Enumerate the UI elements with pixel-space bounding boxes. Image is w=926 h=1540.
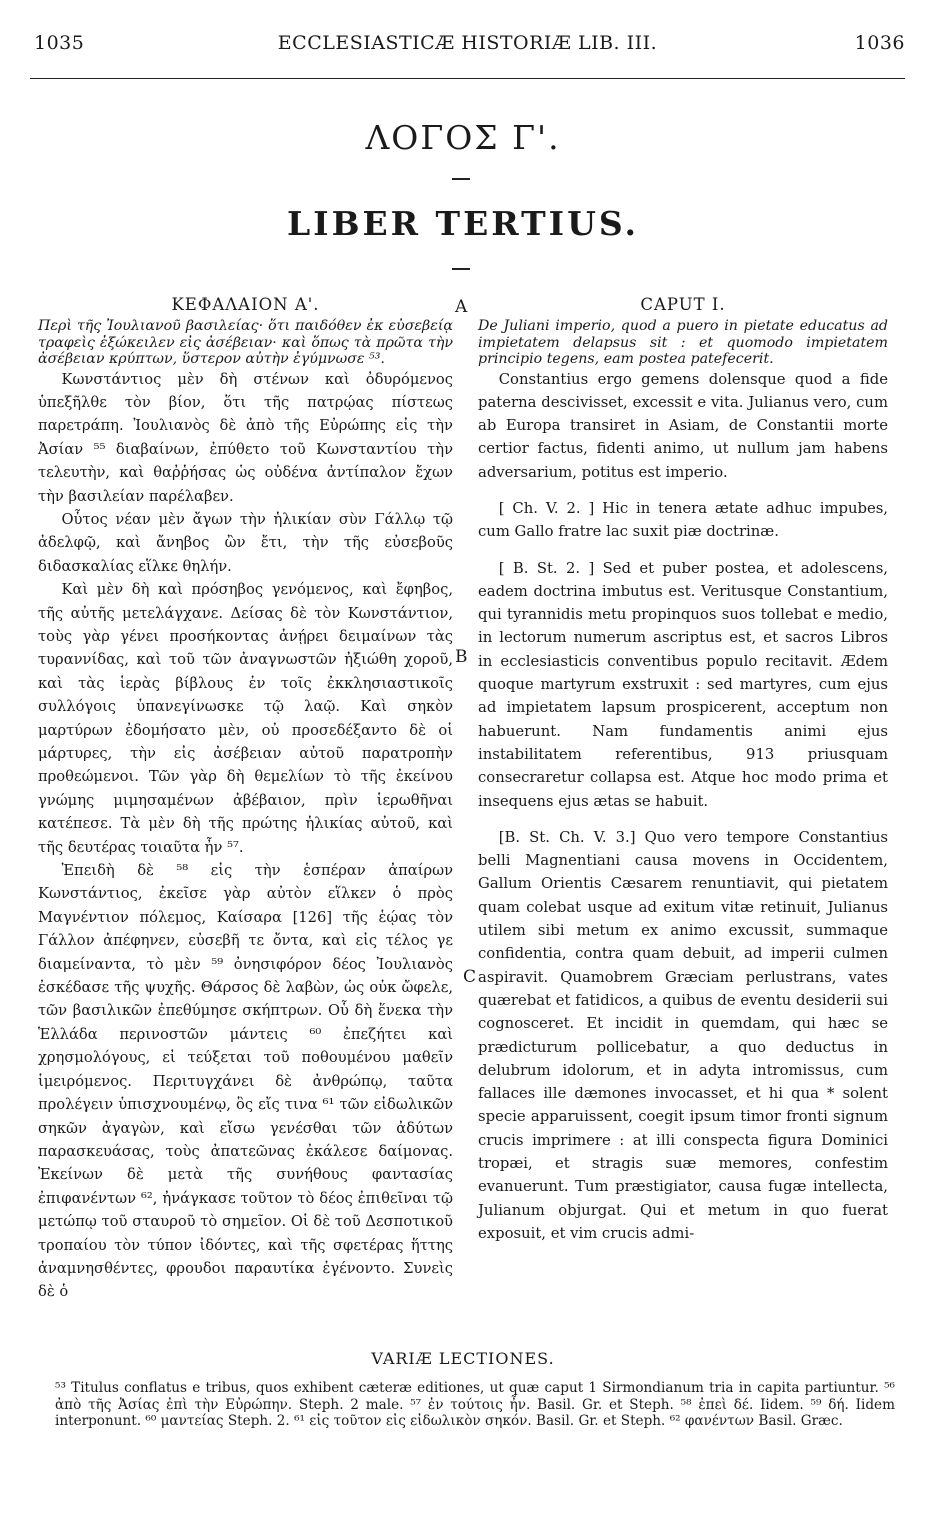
header-rule xyxy=(30,78,905,79)
book-title-latin: LIBER TERTIUS. xyxy=(286,204,640,243)
greek-paragraph: Ἐπειδὴ δὲ ⁵⁸ εἰς τὴν ἑσπέραν ἀπαίρων Κωνστάντιος, ἐκεῖσε γὰρ αὐτὸν εἵλκεν ὁ πρὸς Μαγνέντιον πόλεμος, Καίσαρα [126] τῆς ἑῴας τὸν Γάλλον ἀπέφηνεν, εὐσεβῆ τε ὄντα, καὶ εἰς τέλος γε διαμείναντα, τὸ μὲν ⁵⁹ ὀνησιφόρον δέος Ἰουλιανὸς ἐσκέδασε τῆς ψυχῆς. Θάρσος δὲ λαβὼν, ὡς οὐκ ὤφελε, τῶν βασιλικῶν ἐπεθύμησε σκήπτρων. Οὗ δὴ ἕνεκα τὴν Ἑλλάδα περινοστῶν μάντεις ⁶⁰ ἐπεζήτει καὶ χρησμολόγους, εἰ τεύξεται τοῦ ποθουμένου μαθεῖν ἱμειρόμενος. Περιτυγχάνει δὲ ἀνθρώπῳ, ταῦτα προλέγειν ὑπισχνουμένῳ, ὃς εἴς τινα ⁶¹ τῶν εἰδωλικῶν σηκῶν ἀγαγὼν, καὶ εἴσω γενέσθαι τῶν ἀδύτων παρασκευάσας, τοὺς ἀπατεῶνας ἐκάλεσε δαίμονας. Ἐκείνων δὲ μετὰ τῆς συνήθους φαντασίας ἐπιφανέντων ⁶², ἠνάγκασε τοῦτον τὸ δέος ἐπιθεῖναι τῷ μετώπῳ τοῦ σταυροῦ τὸ σημεῖον. Οἱ δὲ τοῦ Δεσποτικοῦ τροπαίου τὸν τύπον ἰδόντες, καὶ τῆς σφετέρας ἥττης ἀναμνησθέντες, φρουδοι παραυτίκα ἐγένοντο. Συνεὶς δὲ ὁ xyxy=(38,862,453,1301)
title-dash xyxy=(452,268,470,270)
chapter-heading-greek: ΚΕΦΑΛΑΙΟΝ Α'. xyxy=(171,295,320,314)
greek-column xyxy=(38,294,453,1304)
title-dash xyxy=(452,178,470,180)
margin-letter-b: B xyxy=(455,647,468,667)
chapter-summary-greek: Περὶ τῆς Ἰουλιανοῦ βασιλείας· ὅτι παιδόθεν ἐκ εὐσεβείᾳ τραφεὶς ἐξώκειλεν εἰς ἀσέβειαν· καὶ ὅπως τὰ πρῶτα τὴν ἀσέβειαν κρύπτων, ὕστερον αὐτὴν ἐγύμνωσε ⁵³. xyxy=(38,318,453,367)
greek-paragraph: Καὶ μὲν δὴ καὶ πρόσηβος γενόμενος, καὶ ἔφηβος, τῆς αὐτῆς μετελάγχανε. Δείσας δὲ τὸν Κωνστάντιον, τοὺς γὰρ γένει προσήκοντας ἀνῄρει δειμαίνων τὰς τυραννίδας, καὶ τοῦ τῶν ἀναγνωστῶν ἠξιώθη χοροῦ, καὶ τὰς ἱερὰς βίβλους ἐν τοῖς ἐκκλησιαστικοῖς συλλόγοις ὑπανεγίνωσκε τῷ λαῷ. Καὶ σηκὸν μαρτύρων ἐδομήσατο μὲν, οὐ προσεδέξαντο δὲ οἱ μάρτυρες, τὴν εἰς ἀσέβειαν αὐτοῦ παρατροπὴν προθεώμενοι. Τῶν γὰρ δὴ θεμελίων τὸ τῆς ἐκείνου γνώμης μιμησαμένων ἀβέβαιον, πρὶν ἱερωθῆναι κατέπεσε. Τὰ μὲν δὴ τῆς πρώτης ἡλικίας αὐτοῦ, καὶ τῆς δευτέρας τοιαῦτα ἦν ⁵⁷. xyxy=(38,581,453,856)
latin-paragraph: Constantius ergo gemens dolensque quod a fide paterna descivisset, excessit e vita. Julianus vero, cum ab Europa transiret in Asiam, de Constantii morte certior factus, fidenti animo, ut nullum jam habens adversarium, potitus est imperio. xyxy=(478,370,888,481)
page-number-right: 1036 xyxy=(854,32,905,54)
margin-letter-c: C xyxy=(463,967,477,987)
greek-paragraph: Οὗτος νέαν μὲν ἄγων τὴν ἡλικίαν σὺν Γάλλῳ τῷ ἀδελφῷ, καὶ ἄνηβος ὢν ἔτι, τὴν τῆς εὐσεβοῦς διδασκαλίας εἵλκε θηλήν. xyxy=(38,510,453,575)
latin-paragraph: [ Ch. V. 2. ] Hic in tenera ætate adhuc impubes, cum Gallo fratre lac suxit piæ doctrinæ. xyxy=(478,499,888,541)
variant-readings xyxy=(55,1380,895,1430)
variae-lectiones-heading: VARIÆ LECTIONES. xyxy=(371,1349,555,1368)
chapter-heading-latin: CAPUT I. xyxy=(640,295,726,314)
page-number-left: 1035 xyxy=(34,32,85,54)
variant-readings-text: ⁵³ Titulus conflatus e tribus, quos exhibent cæteræ editiones, ut quæ caput 1 Sirmondianum tria in capita partiuntur. ⁵⁶ ἀπὸ τῆς Ἀσίας ἐπὶ τὴν Εὐρώπην. Steph. 2 male. ⁵⁷ ἐν τούτοις ἦν. Basil. Gr. et Steph. ⁵⁸ ἐπεὶ δέ. Iidem. ⁵⁹ δή. Iidem interponunt. ⁶⁰ μαντείας Steph. 2. ⁶¹ εἰς τοῦτον εἰς εἰδωλικὸν σηκόν. Basil. Gr. et Steph. ⁶² φανέντων Basil. Græc. xyxy=(55,1380,895,1430)
margin-letter-a: A xyxy=(455,297,468,317)
latin-column xyxy=(478,294,888,1258)
chapter-summary-latin: De Juliani imperio, quod a puero in pietate educatus ad impietatem delapsus sit : et quomodo impietatem principio tegens, eam postea patefecerit. xyxy=(478,318,888,367)
latin-paragraph: [B. St. Ch. V. 3.] Quo vero tempore Constantius belli Magnentiani causa movens in Occidentem, Gallum Orientis Cæsarem renuntiavit, qui pietatem quam colebat usque ad exitum vitæ retinuit, Julianus utilem sibi metum ex animo excussit, summaque confidentia, contra quam debuit, ad imperii culmen aspiravit. Quamobrem Græciam perlustrans, vates quærebat et fatidicos, a quibus de eventu desiderii sui cognosceret. Et incidit in quemdam, qui hæc se prædicturum pollicebatur, a quo deductus in delubrum idolorum, et in adyta intromissus, cum fallaces ille dæmones invocasset, et hi qua * solent specie apparuissent, coegit ipsum timor fronti signum crucis imprimere : at illi conspecta figura Dominici tropæi, et stragis suæ memores, confestim evanuerunt. Tum præstigiator, causa fugæ intellecta, Julianum objurgat. Qui et metum in quo fuerat exposuit, et vim crucis admi- xyxy=(478,828,888,1242)
latin-paragraph: [ B. St. 2. ] Sed et puber postea, et adolescens, eadem doctrina imbutus est. Veritusque Constantium, qui tyrannidis metu propinquos suos tollebat e medio, in lectorum numerum ascriptus est, et sacros Libros in ecclesiasticis conventibus populo recitavit. Ædem quoque martyrum exstruxit : sed martyres, cum ejus ad impietatem lapsum prospicerent, acceptum non habuerunt. Nam fundamentis animi ejus instabilitatem referentibus, 913 priusquam consecraretur collapsa est. Atque hoc modo prima et insequens ejus ætas se habuit. xyxy=(478,559,888,810)
running-header xyxy=(30,32,905,58)
book-title-greek: ΛΟΓΟΣ Γ'. xyxy=(365,118,561,157)
running-title: ECCLESIASTICÆ HISTORIÆ LIB. III. xyxy=(277,32,658,54)
greek-paragraph: Κωνστάντιος μὲν δὴ στένων καὶ ὀδυρόμενος ὑπεξῆλθε τὸν βίον, ὅτι τῆς πατρῴας πίστεως παρετράπη. Ἰουλιανὸς δὲ ἀπὸ τῆς Εὐρώπης εἰς τὴν Ἀσίαν ⁵⁵ διαβαίνων, ἐπύθετο τοῦ Κωνσταντίου τὴν τελευτὴν, καὶ θαῤῥήσας ὡς οὐδένα ἀντίπαλον ἔχων τὴν βασιλείαν παρέλαβεν. xyxy=(38,370,453,505)
